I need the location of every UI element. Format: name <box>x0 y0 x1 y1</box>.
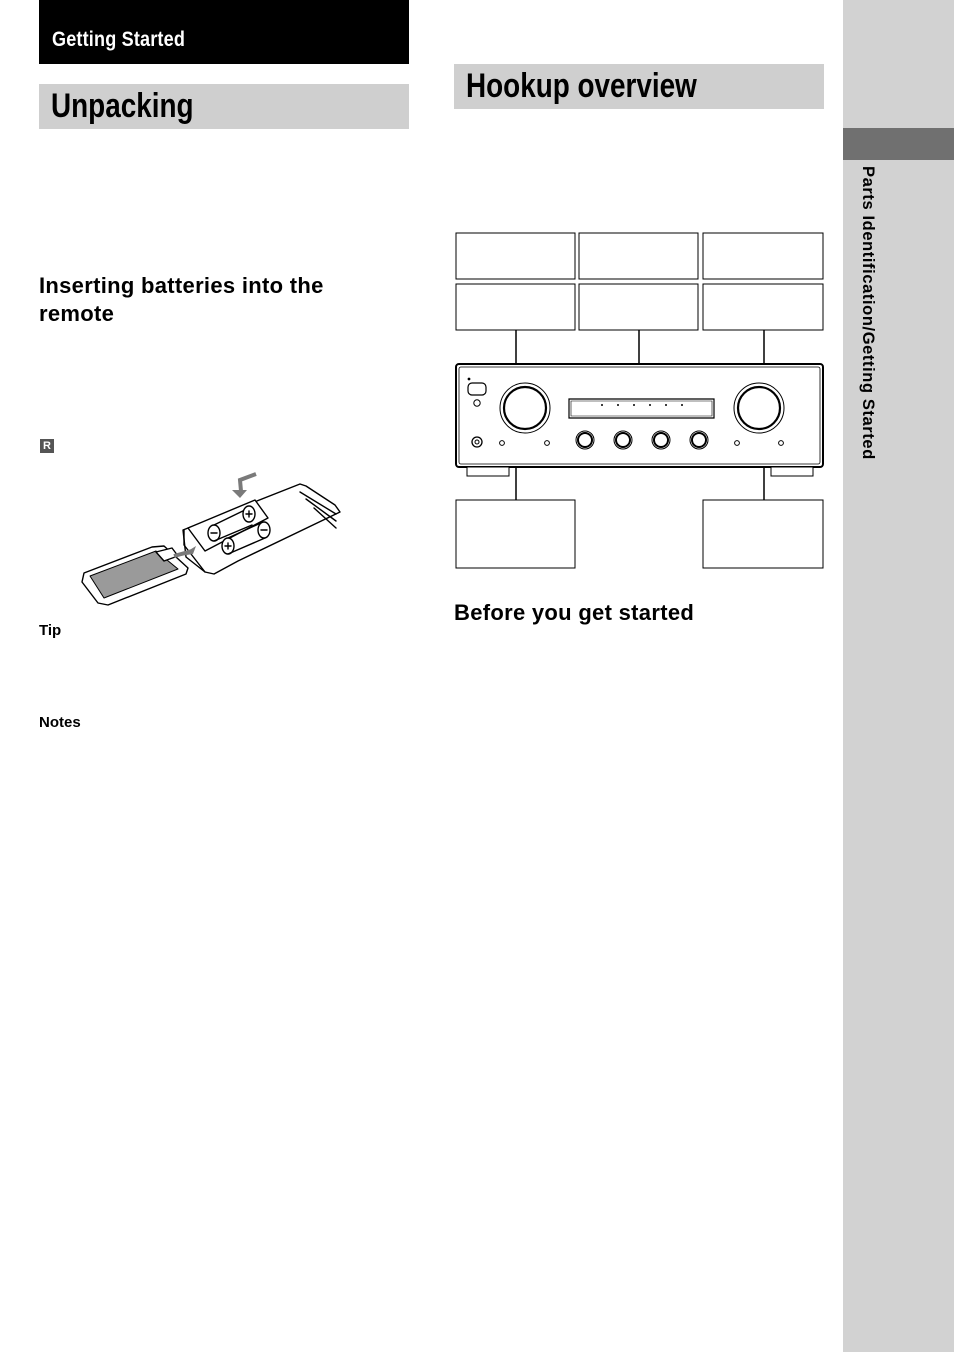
diagram-box-top-3 <box>703 233 823 279</box>
notes-label: Notes <box>39 714 81 731</box>
diagram-box-bottom-right <box>703 500 823 568</box>
remote-mark-icon: R <box>40 439 54 453</box>
before-you-get-started-heading: Before you get started <box>454 600 695 625</box>
diagram-box-mid-2 <box>579 284 698 330</box>
sidebar-chapter-label: Parts Identification/Getting Started <box>859 166 877 460</box>
section-title: Getting Started <box>52 28 186 51</box>
diagram-box-bottom-left <box>456 500 575 568</box>
unpacking-title: Unpacking <box>51 87 194 125</box>
chapter-tab-marker <box>843 128 954 160</box>
tip-label: Tip <box>39 622 62 639</box>
diagram-box-top-1 <box>456 233 575 279</box>
diagram-box-mid-1 <box>456 284 575 330</box>
diagram-box-top-2 <box>579 233 698 279</box>
diagram-box-mid-3 <box>703 284 823 330</box>
hookup-title: Hookup overview <box>466 67 697 105</box>
batteries-heading: Inserting batteries into the remote <box>39 273 324 326</box>
amplifier-front-panel <box>456 364 823 476</box>
